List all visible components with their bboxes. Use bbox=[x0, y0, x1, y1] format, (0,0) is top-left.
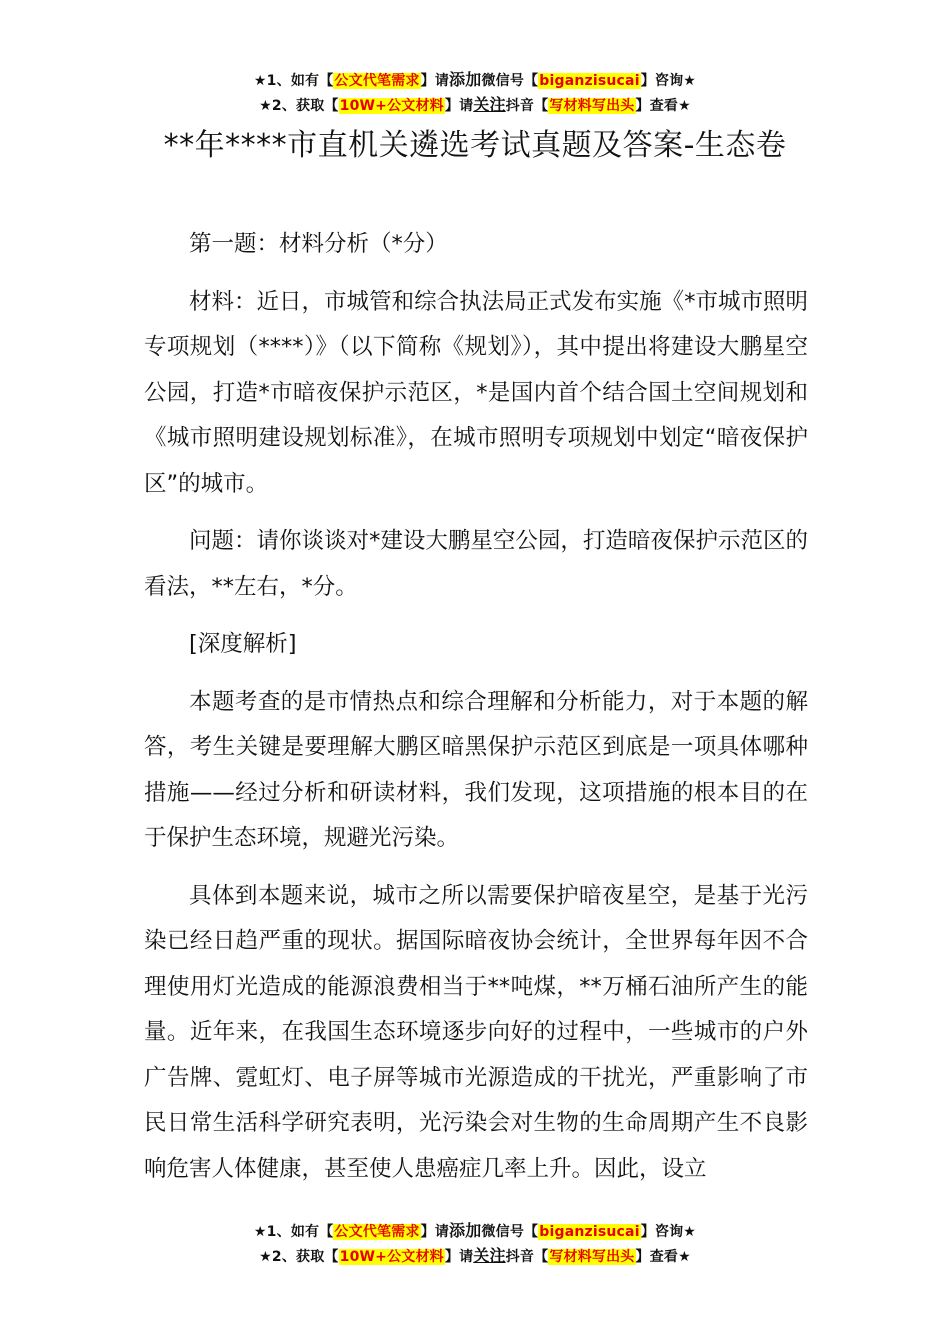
banner-text: ★1、如有【 bbox=[253, 73, 334, 89]
banner-text: 微信号【 bbox=[481, 1224, 539, 1240]
highlight-label: 10W+公文材料 bbox=[339, 98, 444, 114]
paragraph-question-heading: 第一题：材料分析（*分） bbox=[189, 231, 448, 257]
wechat-id-highlight: biganzisucai bbox=[539, 1224, 640, 1240]
wechat-id-highlight: biganzisucai bbox=[539, 73, 640, 89]
banner-emphasis: 关注 bbox=[473, 1246, 506, 1265]
banner-text: 】查看★ bbox=[635, 1249, 691, 1265]
douyin-highlight: 写材料写出头 bbox=[549, 98, 635, 114]
banner-line-1 bbox=[0, 68, 950, 93]
banner-emphasis: 添加 bbox=[449, 70, 482, 89]
banner-text: 】咨询★ bbox=[640, 73, 697, 89]
banner-text: ★2、获取【 bbox=[259, 1249, 339, 1265]
banner-text: 】请 bbox=[444, 98, 474, 114]
paragraph-analysis-2: 具体到本题来说，城市之所以需要保护暗夜星空，是基于光污染已经日趋严重的现状。据国际暗夜协会统计，全世界每年因不合理使用灯光造成的能源浪费相当于**吨煤，**万桶石油所产生的能量。近年来，在我国生态环境逐步向好的过程中，一些城市的户外广告牌、霓虹灯、电子屏等城市光源造成的干扰光，严重影响了市民日常生活科学研究表明，光污染会对生物的生命周期产生不良影响危害人体健康，甚至使人患癌症几率上升。因此，设立 bbox=[144, 882, 808, 1182]
banner-line-2 bbox=[0, 93, 950, 118]
footer-banner bbox=[0, 1219, 950, 1269]
banner-text: 抖音【 bbox=[505, 98, 549, 114]
banner-emphasis: 添加 bbox=[449, 1221, 482, 1240]
document-title: **年****市直机关遴选考试真题及答案-生态卷 bbox=[163, 128, 787, 163]
banner-text: 】请 bbox=[420, 73, 450, 89]
highlight-label: 公文代笔需求 bbox=[334, 1224, 420, 1240]
banner-text: 】查看★ bbox=[635, 98, 691, 114]
banner-text: 抖音【 bbox=[505, 1249, 549, 1265]
highlight-label: 公文代笔需求 bbox=[334, 73, 420, 89]
header-banner bbox=[0, 68, 950, 118]
paragraph-analysis-1: 本题考查的是市情热点和综合理解和分析能力，对于本题的解答，考生关键是要理解大鹏区暗黑保护示范区到底是一项具体哪种措施——经过分析和研读材料，我们发现，这项措施的根本目的在于保护生态环境，规避光污染。 bbox=[144, 688, 808, 851]
banner-text: ★1、如有【 bbox=[253, 1224, 334, 1240]
banner-line-1 bbox=[0, 1219, 950, 1244]
douyin-highlight: 写材料写出头 bbox=[549, 1249, 635, 1265]
document-body bbox=[144, 222, 808, 1204]
paragraph-analysis-heading: [深度解析] bbox=[189, 631, 297, 657]
banner-text: 】请 bbox=[420, 1224, 450, 1240]
banner-emphasis: 关注 bbox=[473, 95, 506, 114]
paragraph-material: 材料：近日，市城管和综合执法局正式发布实施《*市城市照明专项规划（****）》（以下简称《规划》），其中提出将建设大鹏星空公园，打造*市暗夜保护示范区，*是国内首个结合国土空间规划和《城市照明建设规划标准》，在城市照明专项规划中划定“暗夜保护区”的城市。 bbox=[144, 288, 808, 497]
paragraph-question: 问题：请你谈谈对*建设大鹏星空公园，打造暗夜保护示范区的看法，**左右，*分。 bbox=[144, 528, 808, 600]
banner-text: ★2、获取【 bbox=[259, 98, 339, 114]
banner-text: 】请 bbox=[444, 1249, 474, 1265]
banner-text: 】咨询★ bbox=[640, 1224, 697, 1240]
banner-line-2 bbox=[0, 1244, 950, 1269]
banner-text: 微信号【 bbox=[481, 73, 539, 89]
highlight-label: 10W+公文材料 bbox=[339, 1249, 444, 1265]
